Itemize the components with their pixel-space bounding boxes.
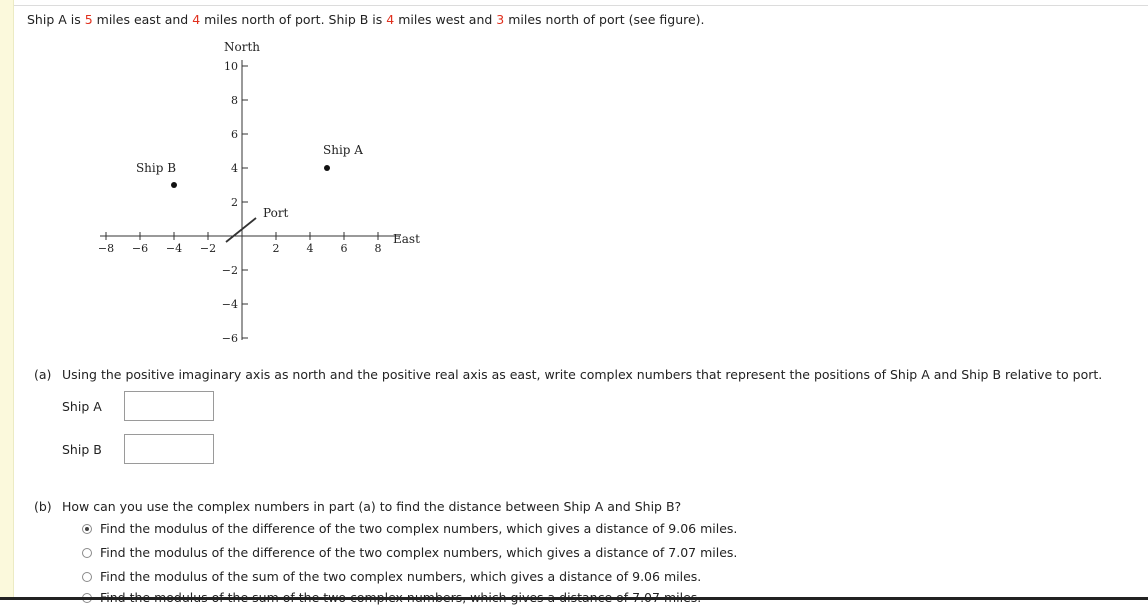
x-tick-label: 8 — [374, 242, 382, 255]
part-b-text: How can you use the complex numbers in part (a) to find the distance between Ship A and Ship B? — [62, 499, 682, 514]
y-tick-label: −6 — [221, 332, 238, 345]
north-axis-label: North — [223, 40, 261, 54]
choice-option-2[interactable] — [82, 545, 737, 560]
port-label: Port — [263, 206, 289, 220]
x-tick-label: 4 — [306, 242, 314, 255]
x-ticks — [98, 232, 382, 255]
ship-a-point — [324, 165, 330, 171]
y-tick-label: 10 — [224, 60, 238, 73]
ship-b-answer-input[interactable] — [124, 434, 214, 464]
choice-option-1[interactable] — [82, 521, 737, 536]
x-tick-label: −4 — [165, 242, 183, 255]
part-b-question — [34, 499, 681, 514]
ship-position-figure — [80, 36, 440, 356]
ship-a-answer-label: Ship A — [62, 398, 102, 414]
x-tick-label: −8 — [97, 242, 115, 255]
radio-button[interactable] — [82, 572, 92, 582]
part-b-label: (b) — [34, 499, 52, 514]
x-tick-label: 2 — [272, 242, 280, 255]
problem-statement: Ship A is 5 miles east and 4 miles north of port. Ship B is 4 miles west and 3 miles north of port (see figure). — [27, 12, 705, 27]
y-tick-label: −4 — [221, 298, 238, 311]
choice-text: Find the modulus of the difference of the two complex numbers, which gives a distance of 7.07 miles. — [100, 545, 738, 560]
x-tick-label: 6 — [340, 242, 348, 255]
x-tick-label: −2 — [199, 242, 217, 255]
port-vector — [226, 236, 242, 252]
choice-option-3[interactable] — [82, 569, 701, 584]
y-ticks — [222, 60, 248, 345]
radio-button[interactable] — [82, 524, 92, 534]
y-tick-label: 8 — [231, 94, 238, 107]
ship-a-east-value: 5 — [84, 12, 93, 27]
top-divider — [14, 5, 1148, 6]
left-margin-bar — [0, 0, 14, 600]
ship-a-label: Ship A — [323, 143, 363, 157]
radio-button[interactable] — [82, 548, 92, 558]
part-a-label: (a) — [34, 367, 52, 382]
ship-b-answer-row — [62, 434, 214, 464]
y-tick-label: 4 — [231, 162, 238, 175]
ship-b-west-value: 4 — [386, 12, 395, 27]
ship-b-north-value: 3 — [496, 12, 505, 27]
part-a-question — [34, 367, 1102, 382]
ship-a-north-value: 4 — [192, 12, 201, 27]
y-tick-label: 2 — [231, 196, 238, 209]
part-a-text: Using the positive imaginary axis as north and the positive real axis as east, write complex numbers that represent the positions of Ship A and Ship B relative to port. — [62, 367, 1103, 382]
choice-text: Find the modulus of the difference of the two complex numbers, which gives a distance of 9.06 miles. — [100, 521, 738, 536]
ship-b-point — [171, 182, 177, 188]
y-tick-label: 6 — [231, 128, 238, 141]
east-axis-label: East — [393, 232, 420, 246]
x-tick-label: −6 — [131, 242, 149, 255]
choice-text: Find the modulus of the sum of the two complex numbers, which gives a distance of 9.06 miles. — [100, 569, 702, 584]
ship-b-label: Ship B — [135, 161, 177, 175]
ship-b-answer-label: Ship B — [62, 441, 102, 457]
y-tick-label: −2 — [221, 264, 238, 277]
port-arrow — [226, 218, 256, 242]
ship-a-answer-input[interactable] — [124, 391, 214, 421]
ship-a-answer-row — [62, 391, 214, 421]
